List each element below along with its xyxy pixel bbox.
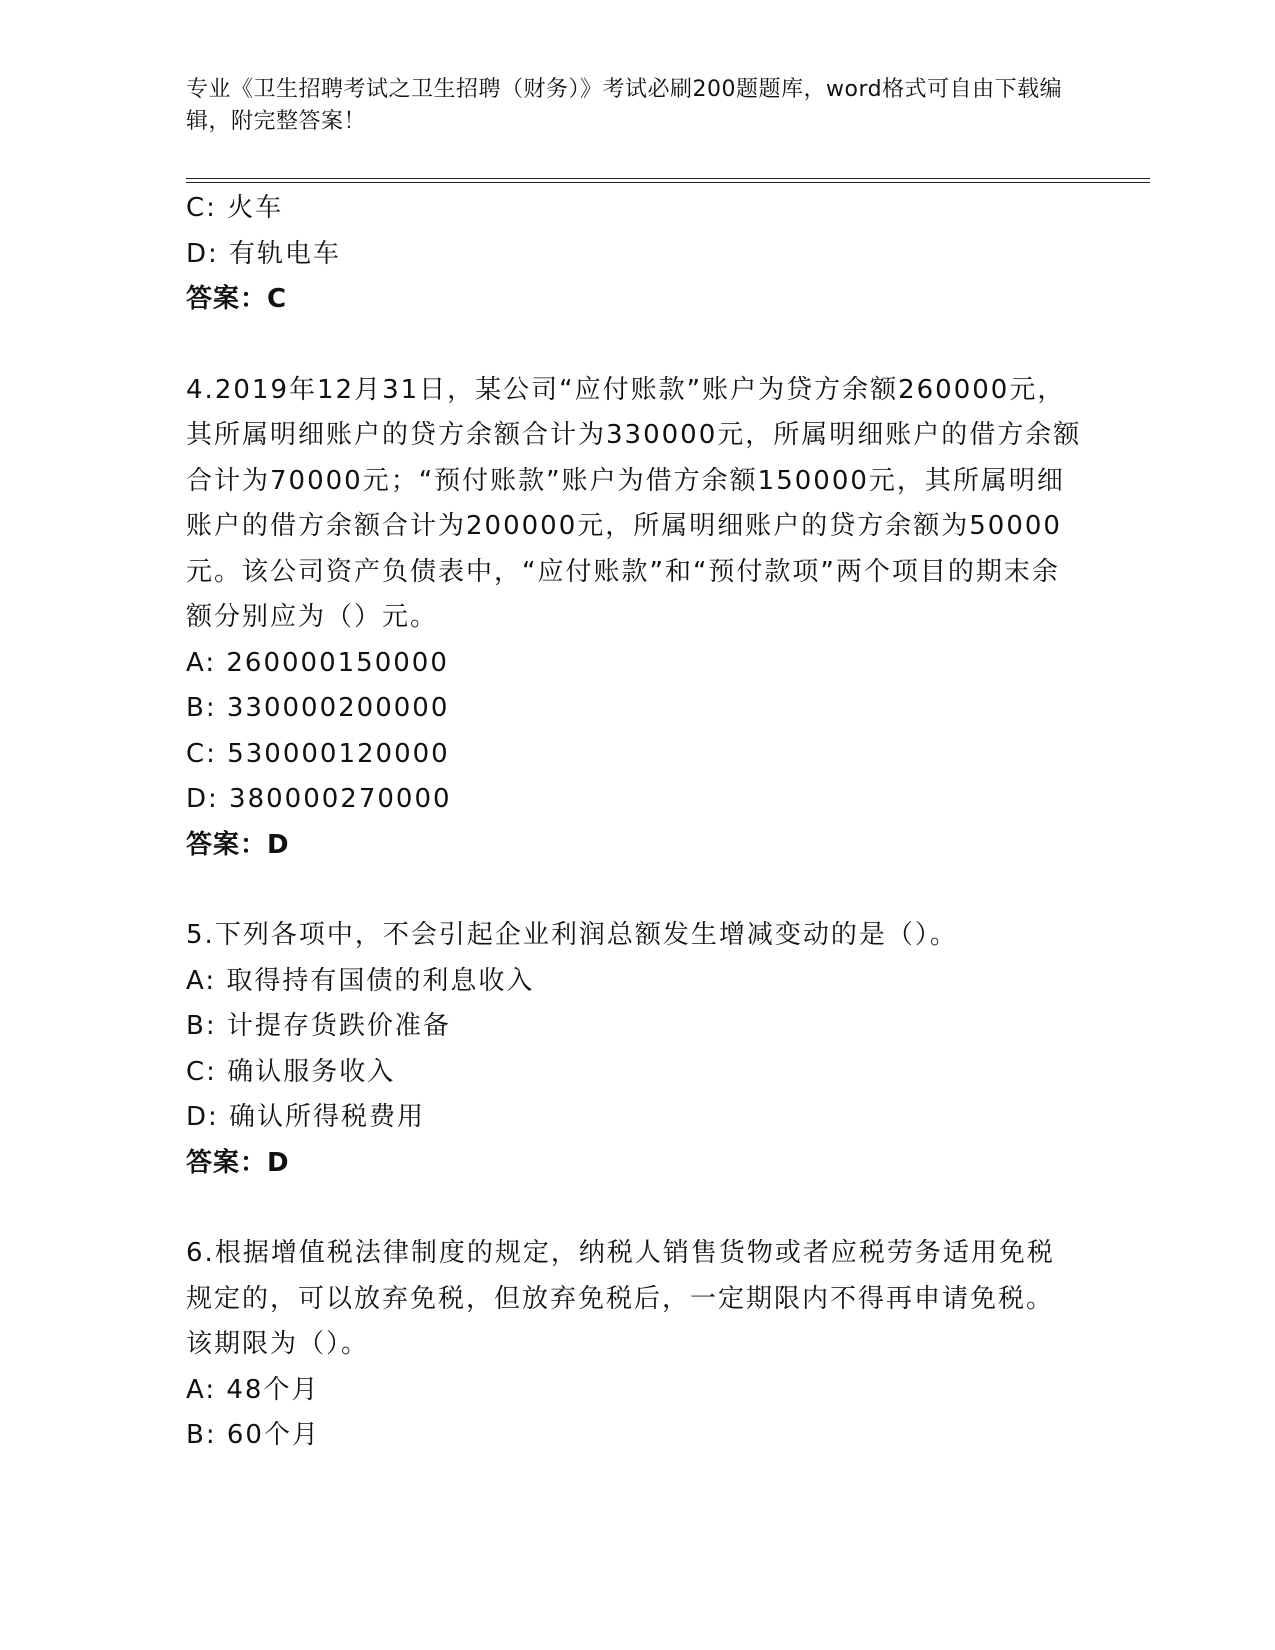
option-text: 60个月 <box>226 1420 320 1450</box>
option-c <box>186 186 1086 232</box>
question-3-continued <box>186 186 1086 323</box>
option-label: B: <box>186 1420 217 1450</box>
option-label: B: <box>186 1011 217 1041</box>
question-text: 根据增值税法律制度的规定，纳税人销售货物或者应税劳务适用免税规定的，可以放弃免税，但放弃免税后，一定期限内不得再申请免税。该期限为（）。 <box>186 1238 1055 1359</box>
question-stem <box>186 1231 1066 1368</box>
header-rule-bottom <box>186 182 1150 183</box>
spacer <box>186 868 1086 913</box>
option-label: A: <box>186 647 217 678</box>
option-text: 确认所得税费用 <box>229 1102 426 1132</box>
option-text: 计提存货跌价准备 <box>226 1011 451 1041</box>
question-number: 4. <box>186 374 215 405</box>
option-text: 330000200000 <box>226 693 450 723</box>
option-label: C: <box>186 193 217 223</box>
option-text: 260000150000 <box>226 647 449 678</box>
question-stem <box>186 913 1081 959</box>
question-text: 2019年12月31日，某公司“应付账款”账户为贷方余额260000元，其所属明细账户的贷方余额合计为330000元，所属明细账户的借方余额合计为70000元；“预付账款”账户为借方余额150000元，其所属明细账户的借方余额合计为200000元，所属明细账户的贷方余额为50000元。该公司资产负债表中，“应付账款”和“预付款项”两个项目的期末余额分别应为（）元。 <box>186 374 1082 632</box>
answer-line: 答案：C <box>186 284 288 314</box>
option-c <box>186 732 1086 778</box>
option-a <box>186 959 1086 1005</box>
option-label: D: <box>186 238 219 269</box>
document-header <box>186 74 1066 138</box>
option-d <box>186 1095 1086 1141</box>
option-label: C: <box>186 738 217 769</box>
answer-line: 答案：D <box>186 829 290 860</box>
question-number: 6. <box>186 1238 215 1268</box>
option-label: D: <box>186 1102 219 1132</box>
option-text: 48个月 <box>226 1374 320 1405</box>
option-label: A: <box>186 965 217 996</box>
option-b <box>186 1413 1086 1459</box>
question-text: 下列各项中，不会引起企业利润总额发生增减变动的是（）。 <box>214 920 958 950</box>
option-b <box>186 1004 1086 1050</box>
document-body <box>186 186 1086 1459</box>
option-a <box>186 1368 1086 1414</box>
option-text: 确认服务收入 <box>227 1056 396 1087</box>
option-b <box>186 686 1086 732</box>
question-stem <box>186 368 1086 641</box>
option-text: 有轨电车 <box>229 238 342 269</box>
option-a <box>186 641 1086 687</box>
option-text: 380000270000 <box>229 784 452 814</box>
option-d <box>186 777 1086 823</box>
question-number: 5. <box>186 920 215 950</box>
header-rule-top <box>186 178 1150 179</box>
option-label: B: <box>186 693 217 723</box>
spacer <box>186 323 1086 368</box>
answer-line: 答案：D <box>186 1147 290 1178</box>
option-text: 取得持有国债的利息收入 <box>226 965 535 996</box>
option-d <box>186 232 1086 278</box>
option-text: 火车 <box>227 193 284 223</box>
header-text: 专业《卫生招聘考试之卫生招聘（财务）》考试必刷200题题库，word格式可自由下载编辑，附完整答案！ <box>186 77 1063 134</box>
spacer <box>186 1186 1086 1231</box>
option-c <box>186 1050 1086 1096</box>
option-label: C: <box>186 1056 217 1087</box>
question-4 <box>186 368 1086 869</box>
option-label: D: <box>186 784 219 814</box>
option-label: A: <box>186 1374 217 1405</box>
question-5 <box>186 913 1086 1186</box>
question-6 <box>186 1231 1086 1459</box>
option-text: 530000120000 <box>227 738 450 769</box>
